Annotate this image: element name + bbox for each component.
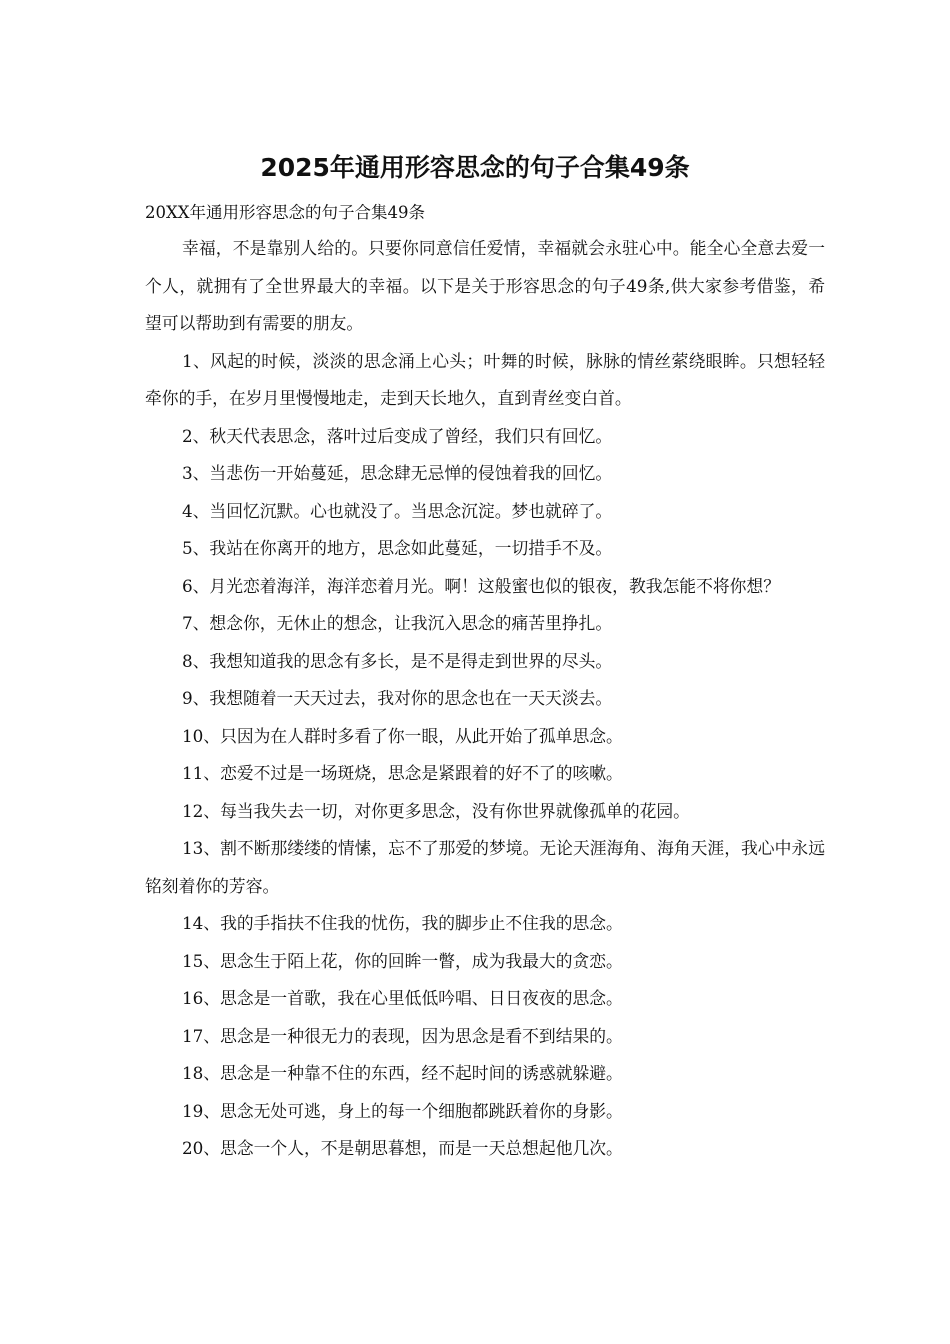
list-item: 5、我站在你离开的地方，思念如此蔓延，一切措手不及。 (181, 538, 613, 558)
list-item: 2、秋天代表思念，落叶过后变成了曾经，我们只有回忆。 (181, 425, 613, 446)
document-title: 2025年通用形容思念的句子合集49条 (260, 153, 690, 182)
list-item: 16、思念是一首歌，我在心里低低吟唱、日日夜夜的思念。 (181, 988, 623, 1008)
document-body (145, 198, 825, 1168)
list-item: 19、思念无处可逃，身上的每一个细胞都跳跃着你的身影。 (181, 1100, 623, 1121)
list-item: 12、每当我失去一切，对你更多思念，没有你世界就像孤单的花园。 (181, 800, 690, 821)
list-item: 14、我的手指扶不住我的忧伤，我的脚步止不住我的思念。 (181, 913, 623, 933)
list-item: 1、风起的时候，淡淡的思念涌上心头；叶舞的时候，脉脉的情丝萦绕眼眸。只想轻轻牵你的手，在岁月里慢慢地走，走到天长地久，直到青丝变白首。 (145, 350, 825, 408)
document-subtitle: 20XX年通用形容思念的句子合集49条 (145, 203, 425, 222)
list-item: 15、思念生于陌上花，你的回眸一瞥，成为我最大的贪恋。 (181, 950, 623, 971)
list-item: 11、恋爱不过是一场斑烧，思念是紧跟着的好不了的咳嗽。 (181, 763, 623, 783)
list-item: 18、思念是一种靠不住的东西，经不起时间的诱惑就躲避。 (181, 1063, 623, 1083)
intro-paragraph: 幸福，不是靠别人给的。只要你同意信任爱情，幸福就会永驻心中。能全心全意去爱一个人，就拥有了全世界最大的幸福。以下是关于形容思念的句子49条,供大家参考借鉴，希望可以帮助到有需要的朋友。 (145, 238, 825, 333)
list-item: 4、当回忆沉默。心也就没了。当思念沉淀。梦也就碎了。 (181, 500, 613, 521)
list-item: 13、割不断那缕缕的情愫，忘不了那爱的梦境。无论天涯海角、海角天涯，我心中永远铭刻着你的芳容。 (145, 838, 825, 896)
list-item: 17、思念是一种很无力的表现，因为思念是看不到结果的。 (181, 1025, 623, 1046)
list-item: 10、只因为在人群时多看了你一眼，从此开始了孤单思念。 (181, 725, 623, 746)
list-item: 8、我想知道我的思念有多长，是不是得走到世界的尽头。 (181, 650, 613, 671)
list-item: 3、当悲伤一开始蔓延，思念肆无忌惮的侵蚀着我的回忆。 (181, 463, 613, 483)
list-item: 7、想念你，无休止的想念，让我沉入思念的痛苦里挣扎。 (181, 613, 613, 633)
list-item: 9、我想随着一天天过去，我对你的思念也在一天天淡去。 (181, 688, 613, 708)
list-item: 6、月光恋着海洋，海洋恋着月光。啊！这般蜜也似的银夜，教我怎能不将你想？ (181, 575, 780, 596)
list-item: 20、思念一个人，不是朝思暮想，而是一天总想起他几次。 (181, 1138, 623, 1158)
